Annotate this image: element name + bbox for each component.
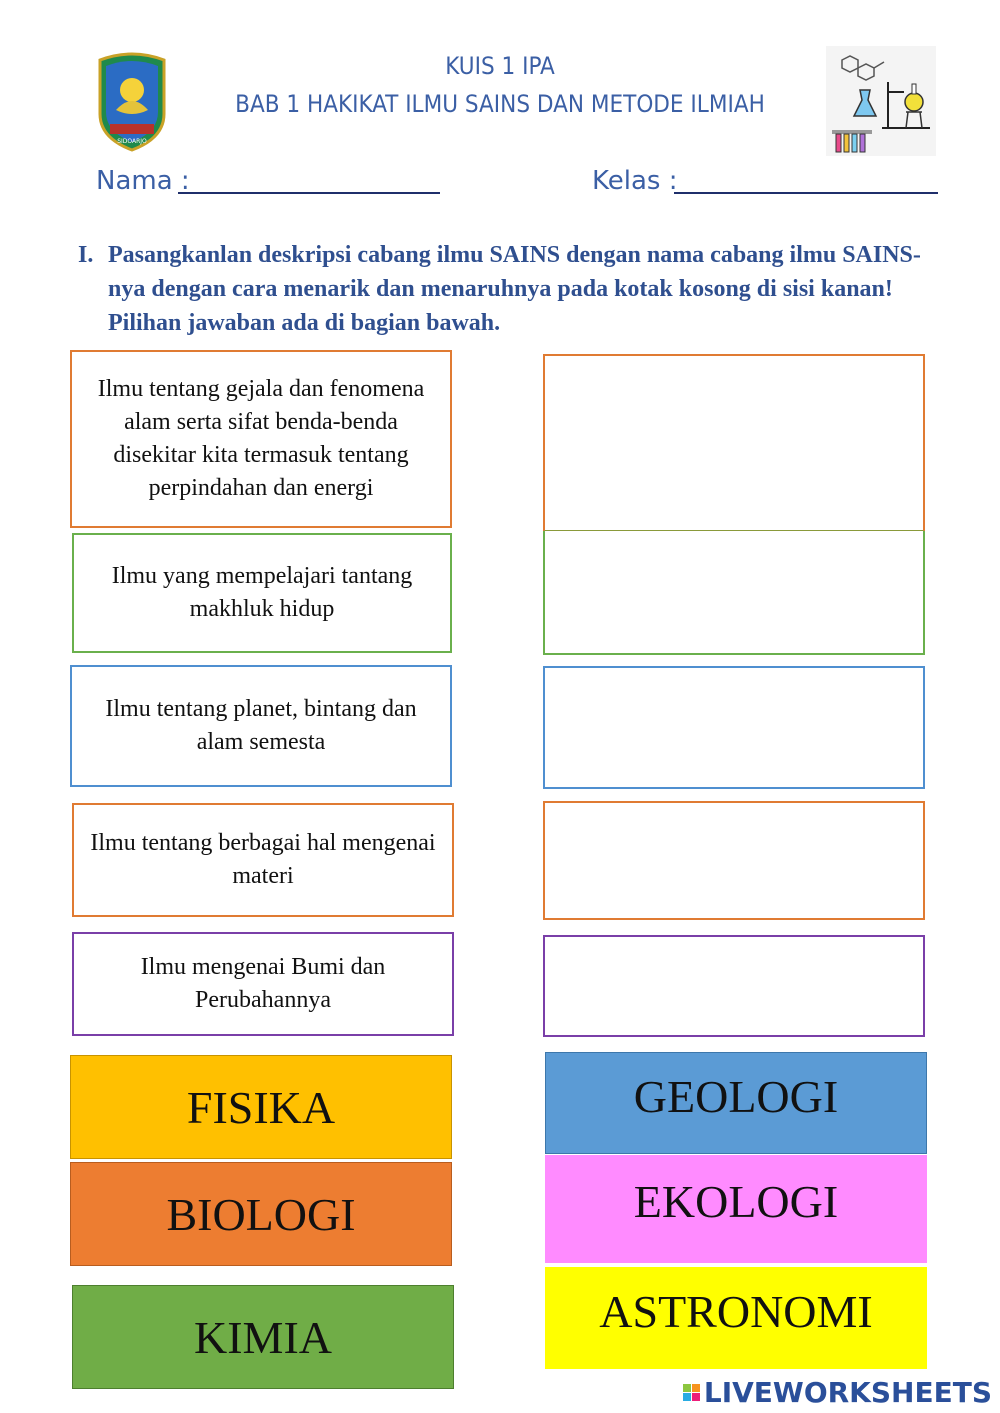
drop-zone-5[interactable]: [543, 935, 925, 1037]
answer-label: FISIKA: [186, 1081, 336, 1133]
answer-card-fisika[interactable]: [70, 1055, 452, 1159]
regional-emblem-icon: [92, 52, 172, 152]
description-box-astronomi: [70, 665, 452, 787]
chemistry-lab-icon: [826, 46, 936, 156]
drop-zone-2[interactable]: [543, 531, 925, 655]
instruction-text: Pasangkanlan deskripsi cabang ilmu SAINS dengan nama cabang ilmu SAINS-nya dengan cara menarik dan menaruhnya pada kotak kosong di sisi kanan! Pilihan jawaban ada di bagian bawah.: [108, 242, 921, 336]
answer-card-ekologi[interactable]: [545, 1155, 927, 1263]
answer-card-kimia[interactable]: [72, 1285, 454, 1389]
description-text: Ilmu yang mempelajari tantang makhluk hidup: [111, 563, 413, 622]
instruction: [78, 238, 938, 340]
name-field[interactable]: [178, 192, 440, 194]
liveworksheets-logo: [683, 1376, 992, 1409]
description-text: Ilmu tentang gejala dan fenomena alam serta sifat benda-benda disekitar kita termasuk tentang perpindahan dan energi: [97, 376, 425, 501]
page-title: KUIS 1 IPA: [445, 52, 555, 80]
answer-label: BIOLOGI: [166, 1188, 356, 1240]
footer-brand: LIVEWORKSHEETS: [703, 1376, 992, 1409]
page-subtitle: BAB 1 HAKIKAT ILMU SAINS DAN METODE ILMIAH: [235, 90, 765, 118]
description-box-fisika: [70, 350, 452, 528]
drop-zone-4[interactable]: [543, 801, 925, 920]
name-label: Nama :: [96, 166, 190, 196]
answer-card-biologi[interactable]: [70, 1162, 452, 1266]
description-box-kimia: [72, 803, 454, 917]
class-field[interactable]: [674, 192, 938, 194]
answer-label: KIMIA: [194, 1311, 332, 1363]
description-box-biologi: [72, 533, 452, 653]
drop-zone-1[interactable]: [543, 354, 925, 532]
class-label: Kelas :: [592, 166, 678, 196]
answer-card-geologi[interactable]: [545, 1052, 927, 1154]
answer-label: GEOLOGI: [633, 1070, 839, 1122]
description-box-geologi: [72, 932, 454, 1036]
description-text: Ilmu tentang berbagai hal mengenai materi: [90, 830, 436, 889]
answer-card-astronomi[interactable]: [545, 1267, 927, 1369]
instruction-number: I.: [78, 242, 94, 268]
emblem-label: SIDOARJO: [117, 138, 147, 145]
liveworksheets-icon: [683, 1384, 700, 1401]
description-text: Ilmu tentang planet, bintang dan alam semesta: [105, 696, 417, 755]
answer-label: ASTRONOMI: [599, 1285, 873, 1337]
description-text: Ilmu mengenai Bumi dan Perubahannya: [140, 954, 386, 1013]
drop-zone-3[interactable]: [543, 666, 925, 789]
answer-label: EKOLOGI: [633, 1175, 839, 1227]
